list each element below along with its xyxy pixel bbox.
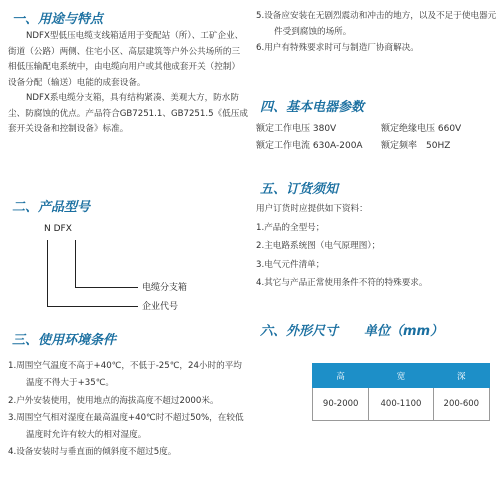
model-line-n-horizontal <box>47 306 138 307</box>
parameter-frequency: 额定频率 50HZ <box>381 141 451 151</box>
model-code: N DFX <box>44 224 72 234</box>
table-cell-height: 90-2000 <box>313 388 369 421</box>
usage-line: 相低压输配电系统中，由电缆向用户或其他成套开关（控制） <box>8 62 241 72</box>
environment-line: 5.设备应安装在无剧烈震动和冲击的地方，以及不足于使电器元 <box>256 11 497 21</box>
table-cell-depth: 200-600 <box>433 388 489 421</box>
ordering-line: 1.产品的全型号； <box>256 222 325 233</box>
environment-line: 3.周围空气相对湿度在最高温度+40℃时不超过50%，在较低 <box>8 412 244 423</box>
dimensions-table <box>312 363 490 421</box>
ordering-line: 2.主电路系统图（电气原理图）； <box>256 241 381 251</box>
usage-text <box>8 29 248 138</box>
section-title-usage: 一、用途与特点 <box>12 12 104 27</box>
table-row <box>313 388 490 421</box>
environment-text <box>8 358 244 462</box>
environment-line: 1.周围空气温度不高于+40℃，不低于-25℃，24小时的平均 <box>8 361 242 371</box>
usage-line: NDFX系电缆分支箱，具有结构紧凑、美观大方，防水防 <box>26 93 239 103</box>
ordering-line: 3.电气元件清单； <box>256 259 325 270</box>
model-label-company-code: 企业代号 <box>142 302 179 312</box>
parameter-rated-current: 额定工作电流 630A-200A <box>256 141 363 151</box>
model-line-dfx-horizontal <box>75 287 138 288</box>
section-title-environment: 三、使用环境条件 <box>12 333 117 348</box>
usage-line: 设备分配（输送）电能的成套设备。 <box>8 77 146 88</box>
environment-line: 4.设备安装时与垂直面的倾斜度不超过5度。 <box>8 447 177 458</box>
parameter-row <box>256 138 494 155</box>
model-label-cable-box: 电缆分支箱 <box>142 283 188 293</box>
environment-line: 温度不得大于+35℃。 <box>26 378 114 389</box>
section-title-parameters: 四、基本电器参数 <box>260 100 365 115</box>
table-header-depth: 深 <box>433 364 489 388</box>
environment-line: 件受到腐蚀的场所。 <box>274 27 352 37</box>
ordering-line: 用户订货时应提供如下资料： <box>256 204 368 214</box>
section-title-ordering: 五、订货须知 <box>260 182 339 197</box>
ordering-text <box>256 200 427 293</box>
usage-line: 街道（公路）两侧、住宅小区、高层建筑等户外公共场所的三 <box>8 46 241 57</box>
parameters-list <box>256 121 494 155</box>
usage-line: 尘、防腐蚀的优点。产品符合GB7251.1、GB7251.5《低压成 <box>8 108 248 119</box>
parameter-insulation-voltage: 额定绝缘电压 660V <box>381 124 462 134</box>
section-title-model: 二、产品型号 <box>12 200 91 215</box>
table-header-row <box>313 364 490 388</box>
table-header-width: 宽 <box>369 364 433 388</box>
usage-line: 套开关设备和控制设备》标准。 <box>8 124 129 134</box>
model-line-dfx-vertical <box>75 240 76 287</box>
parameter-row <box>256 121 494 138</box>
section-title-dimensions: 六、外形尺寸 单位（mm） <box>260 324 444 339</box>
parameter-rated-voltage: 额定工作电压 380V <box>256 124 337 134</box>
model-line-n-vertical <box>47 240 48 306</box>
table-header-height: 高 <box>313 364 369 388</box>
environment-text-continued <box>256 8 496 56</box>
model-diagram <box>8 216 248 321</box>
table-cell-width: 400-1100 <box>369 388 433 421</box>
environment-line: 6.用户有特殊要求时可与制造厂协商解决。 <box>256 43 419 53</box>
environment-line: 2.户外安装使用，使用地点的海拔高度不超过2000米。 <box>8 395 219 406</box>
ordering-line: 4.其它与产品正常使用条件不符的特殊要求。 <box>256 278 428 288</box>
usage-line: NDFX型低压电缆支线箱适用于变配站（所）、工矿企业、 <box>26 31 244 41</box>
environment-line: 温度时允许有较大的相对湿度。 <box>26 430 147 441</box>
